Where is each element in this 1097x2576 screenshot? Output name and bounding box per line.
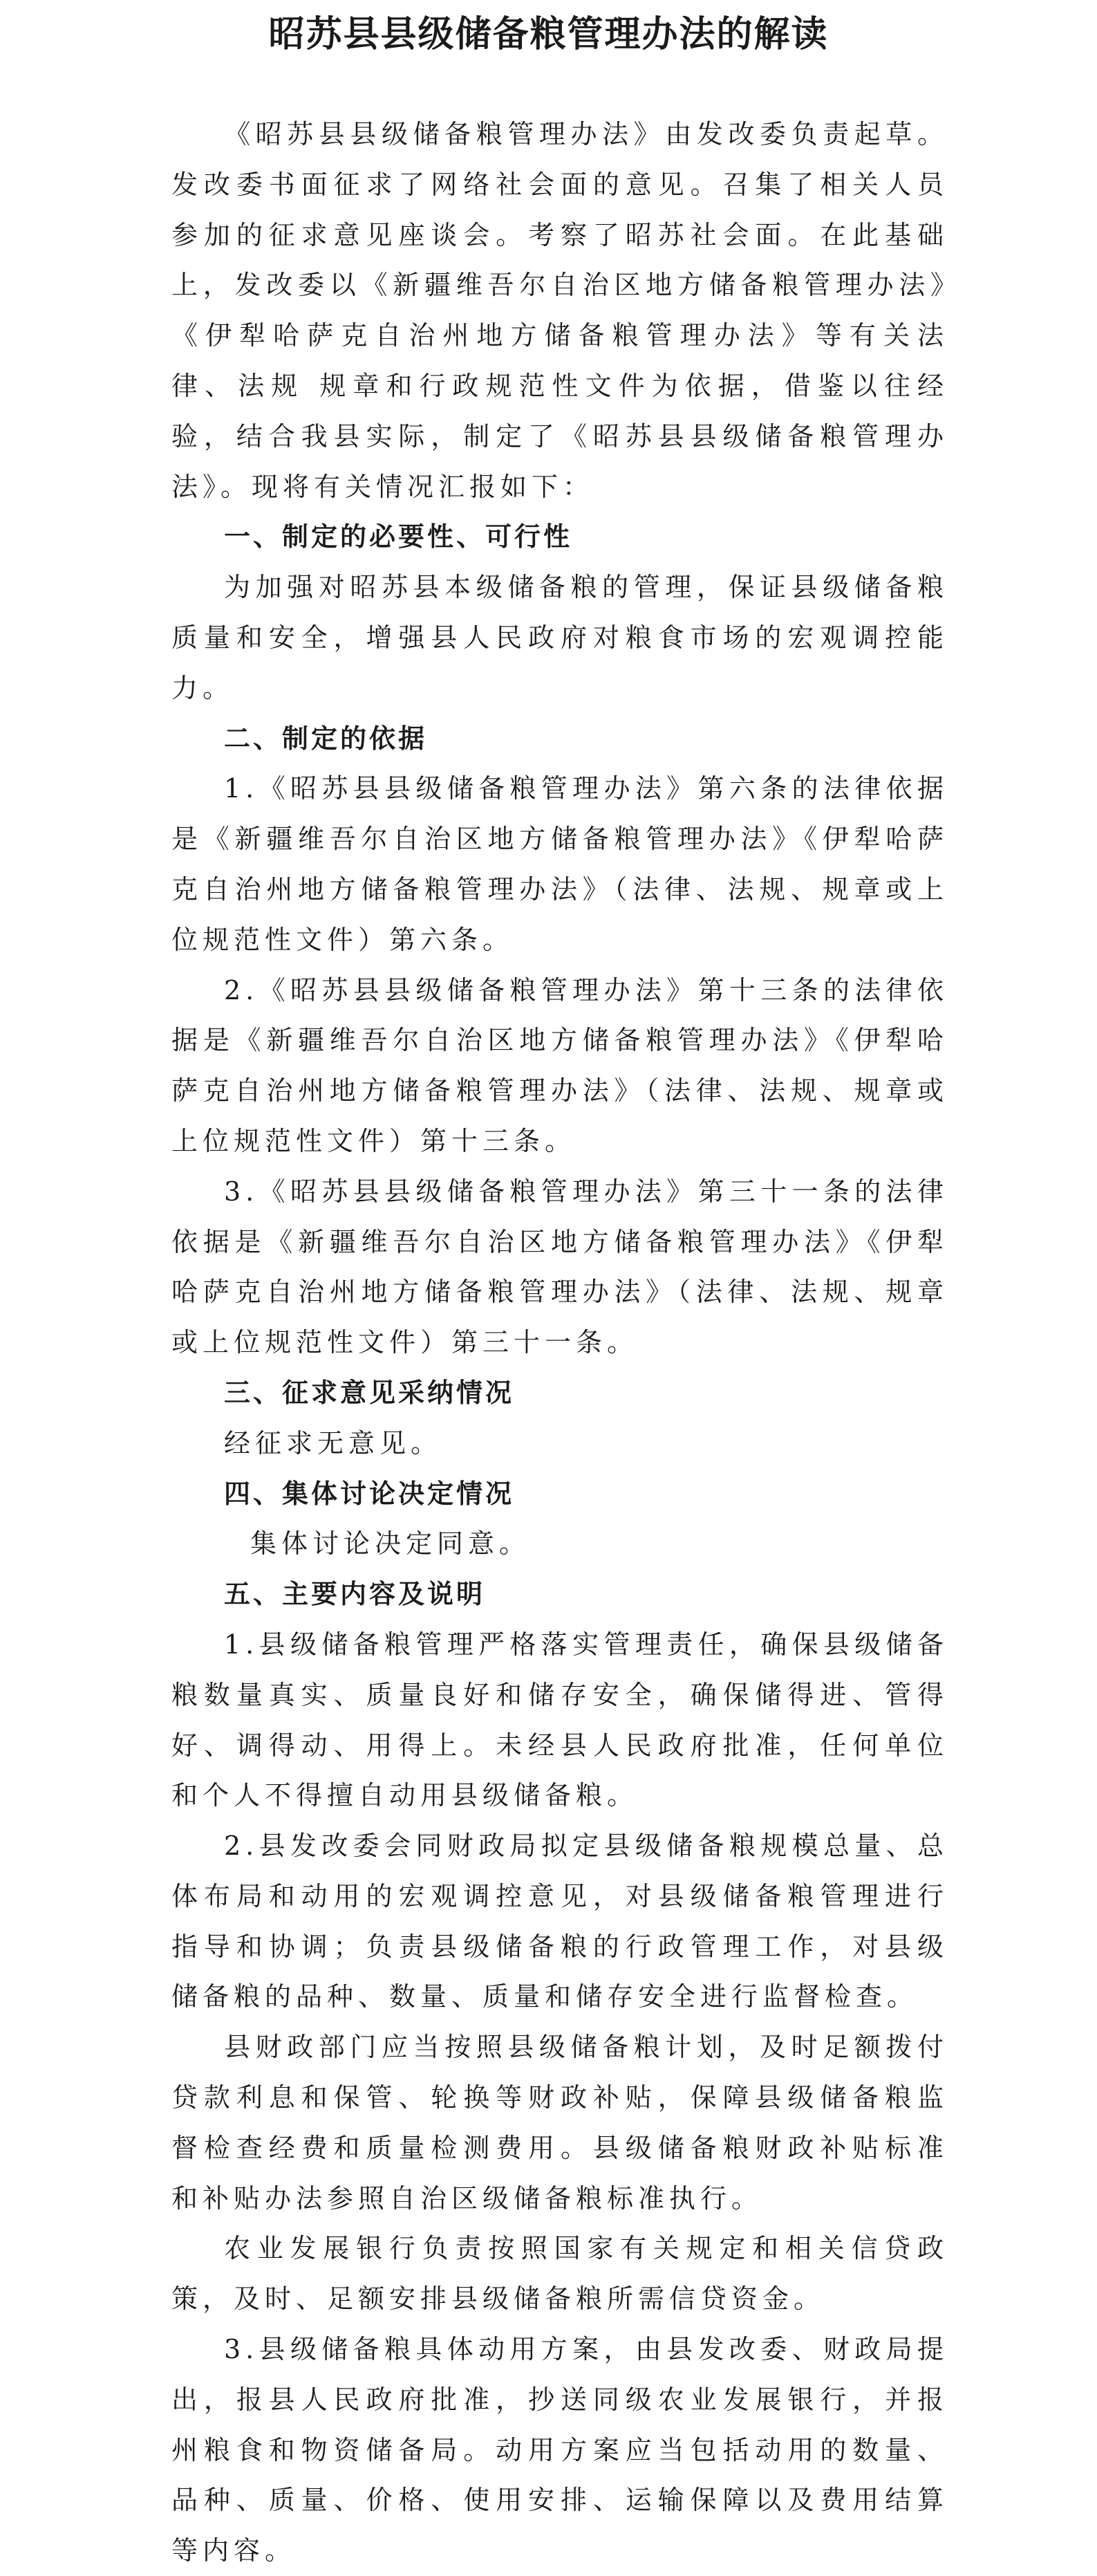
intro-paragraph: 《昭苏县县级储备粮管理办法》由发改委负责起草。发改委书面征求了网络社会面的意见。召集了相关人员参加的征求意见座谈会。考察了昭苏社会面。在此基础上，发改委以《新疆维吾尔自治区地方储备粮管理办法》《伊犁哈萨克自治州地方储备粮管理办法》等有关法律、法规 规章和行政规范性文件为依据，借鉴以往经验，结合我县实际，制定了《昭苏县县级储备粮管理办法》。现将有关情况汇报如下： (171, 119, 948, 502)
section-paragraph: 集体讨论决定同意。 (250, 1528, 531, 1559)
document-body (171, 109, 948, 2576)
section-paragraph: 县财政部门应当按照县级储备粮计划，及时足额拨付贷款利息和保管、轮换等财政补贴，保障县级储备粮监督检查经费和质量检测费用。县级储备粮财政补贴标准和补贴办法参照自治区级储备粮标准执行。 (171, 2032, 948, 2214)
section-paragraph: 2.县发改委会同财政局拟定县级储备粮规模总量、总体布局和动用的宏观调控意见，对县级储备粮管理进行指导和协调；负责县级储备粮的行政管理工作，对县级储备粮的品种、数量、质量和储存安全进行监督检查。 (171, 1831, 948, 2012)
section-heading-basis: 二、制定的依据 (224, 723, 428, 754)
section-paragraph: 1.《昭苏县县级储备粮管理办法》第六条的法律依据是《新疆维吾尔自治区地方储备粮管理办法》《伊犁哈萨克自治州地方储备粮管理办法》（法律、法规、规章或上位规范性文件）第六条。 (171, 773, 948, 955)
section-paragraph: 2.《昭苏县县级储备粮管理办法》第十三条的法律依据是《新疆维吾尔自治区地方储备粮管理办法》《伊犁哈萨克自治州地方储备粮管理办法》（法律、法规、规章或上位规范性文件）第十三条。 (171, 974, 948, 1156)
section-paragraph: 3.《昭苏县县级储备粮管理办法》第三十一条的法律依据是《新疆维吾尔自治区地方储备粮管理办法》《伊犁哈萨克自治州地方储备粮管理办法》（法律、法规、规章或上位规范性文件）第三十一条。 (171, 1176, 948, 1358)
document-title: 昭苏县县级储备粮管理办法的解读 (268, 14, 829, 55)
section-paragraph: 1.县级储备粮管理严格落实管理责任，确保县级储备粮数量真实、质量良好和储存安全，确保储得进、管得好、调得动、用得上。未经县人民政府批准，任何单位和个人不得擅自动用县级储备粮。 (171, 1629, 948, 1811)
section-paragraph: 经征求无意见。 (224, 1427, 442, 1458)
section-heading-necessity: 一、制定的必要性、可行性 (224, 521, 573, 553)
section-paragraph: 农业发展银行负责按照国家有关规定和相关信贷政策，及时、足额安排县级储备粮所需信贷资金。 (171, 2233, 948, 2315)
section-heading-content: 五、主要内容及说明 (224, 1579, 486, 1610)
section-heading-decision: 四、集体讨论决定情况 (224, 1478, 515, 1509)
section-paragraph: 3.县级储备粮具体动用方案，由县发改委、财政局提出，报县人民政府批准，抄送同级农业发展银行，并报州粮食和物资储备局。动用方案应当包括动用的数量、品种、质量、价格、使用安排、运输保障以及费用结算等内容。 (171, 2334, 948, 2566)
section-heading-opinions: 三、征求意见采纳情况 (224, 1377, 515, 1408)
section-paragraph: 为加强对昭苏县本级储备粮的管理，保证县级储备粮质量和安全，增强县人民政府对粮食市场的宏观调控能力。 (171, 572, 948, 703)
